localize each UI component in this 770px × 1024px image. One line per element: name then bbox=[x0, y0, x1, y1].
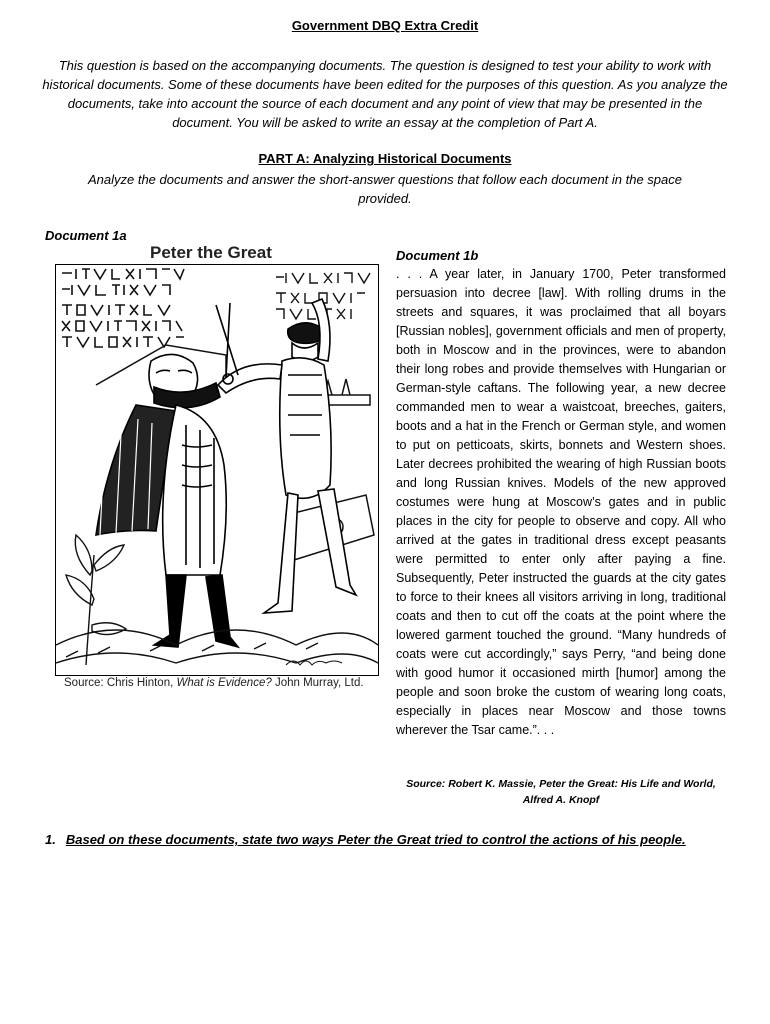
boyar-figure bbox=[96, 354, 238, 647]
figure-title: Peter the Great bbox=[150, 243, 272, 262]
document-1a-label: Document 1a bbox=[45, 228, 127, 243]
woodcut-illustration bbox=[55, 264, 379, 676]
part-a-heading: PART A: Analyzing Historical Documents bbox=[258, 151, 512, 166]
document-1b-label: Document 1b bbox=[396, 248, 479, 263]
figure-source-prefix: Source: Chris Hinton, bbox=[64, 677, 177, 689]
plant bbox=[66, 535, 126, 665]
question-number: 1. bbox=[45, 832, 56, 847]
figure-source-suffix: John Murray, Ltd. bbox=[271, 677, 364, 689]
figure-source bbox=[64, 677, 364, 689]
page-title: Government DBQ Extra Credit bbox=[291, 18, 479, 33]
inscription-left bbox=[62, 269, 184, 347]
barber-figure bbox=[216, 299, 356, 613]
document-1b-source: Source: Robert K. Massie, Peter the Great: His Life and World, Alfred A. Knopf bbox=[406, 778, 716, 806]
document-1b-text: . . . A year later, in January 1700, Peter transformed persuasion into decree [law]. With rolling drums in the streets and squares, it was proclaimed that all boyars [Russian nobles], government officials and men of property, both in Moscow and in the provinces, were to abandon their long robes and provide themselves with Hungarian or German-style caftans. The following year, a new decree commanded men to wear a waistcoat, breeches, gaiters, boots and a hat in the French or German style, and women to put on petticoats, skirts, bonnets and Western shoes. Later decrees prohibited the wearing of high Russian boots and long Russian knives. Models of the new approved costumes were hung at Moscow’s gates and in public places in the city for people to observe and copy. All who arrived at the gates in traditional dress except peasants were permitted to enter only after paying a fine. Subsequently, Peter instructed the guards at the city gates to force to their knees all visitors arriving in long, traditional coats and then to cut off the coats at the point where the lowered garment touched the ground. “Many hundreds of coats were cut accordingly,” says Perry, “and being done with good humor it occasioned mirth [humor] among the people and soon broke the custom of wearing long coats, especially in places near Moscow and those towns wherever the Tsar came.”. . . bbox=[396, 267, 726, 737]
figure-source-title: What is Evidence? bbox=[176, 677, 272, 689]
question-1 bbox=[45, 832, 745, 847]
question-text: Based on these documents, state two ways Peter the Great tried to control the actions of his people. bbox=[65, 832, 686, 847]
part-a-instructions: Analyze the documents and answer the short-answer questions that follow each document in the space provided. bbox=[87, 172, 682, 206]
intro-paragraph: This question is based on the accompanying documents. The question is designed to test your ability to work with historical documents. Some of these documents have been edited for the purposes of this question. As you analyze the documents, take into account the source of each document and any point of view that may be presented in the document. You will be asked to write an essay at the completion of Part A. bbox=[42, 58, 728, 130]
